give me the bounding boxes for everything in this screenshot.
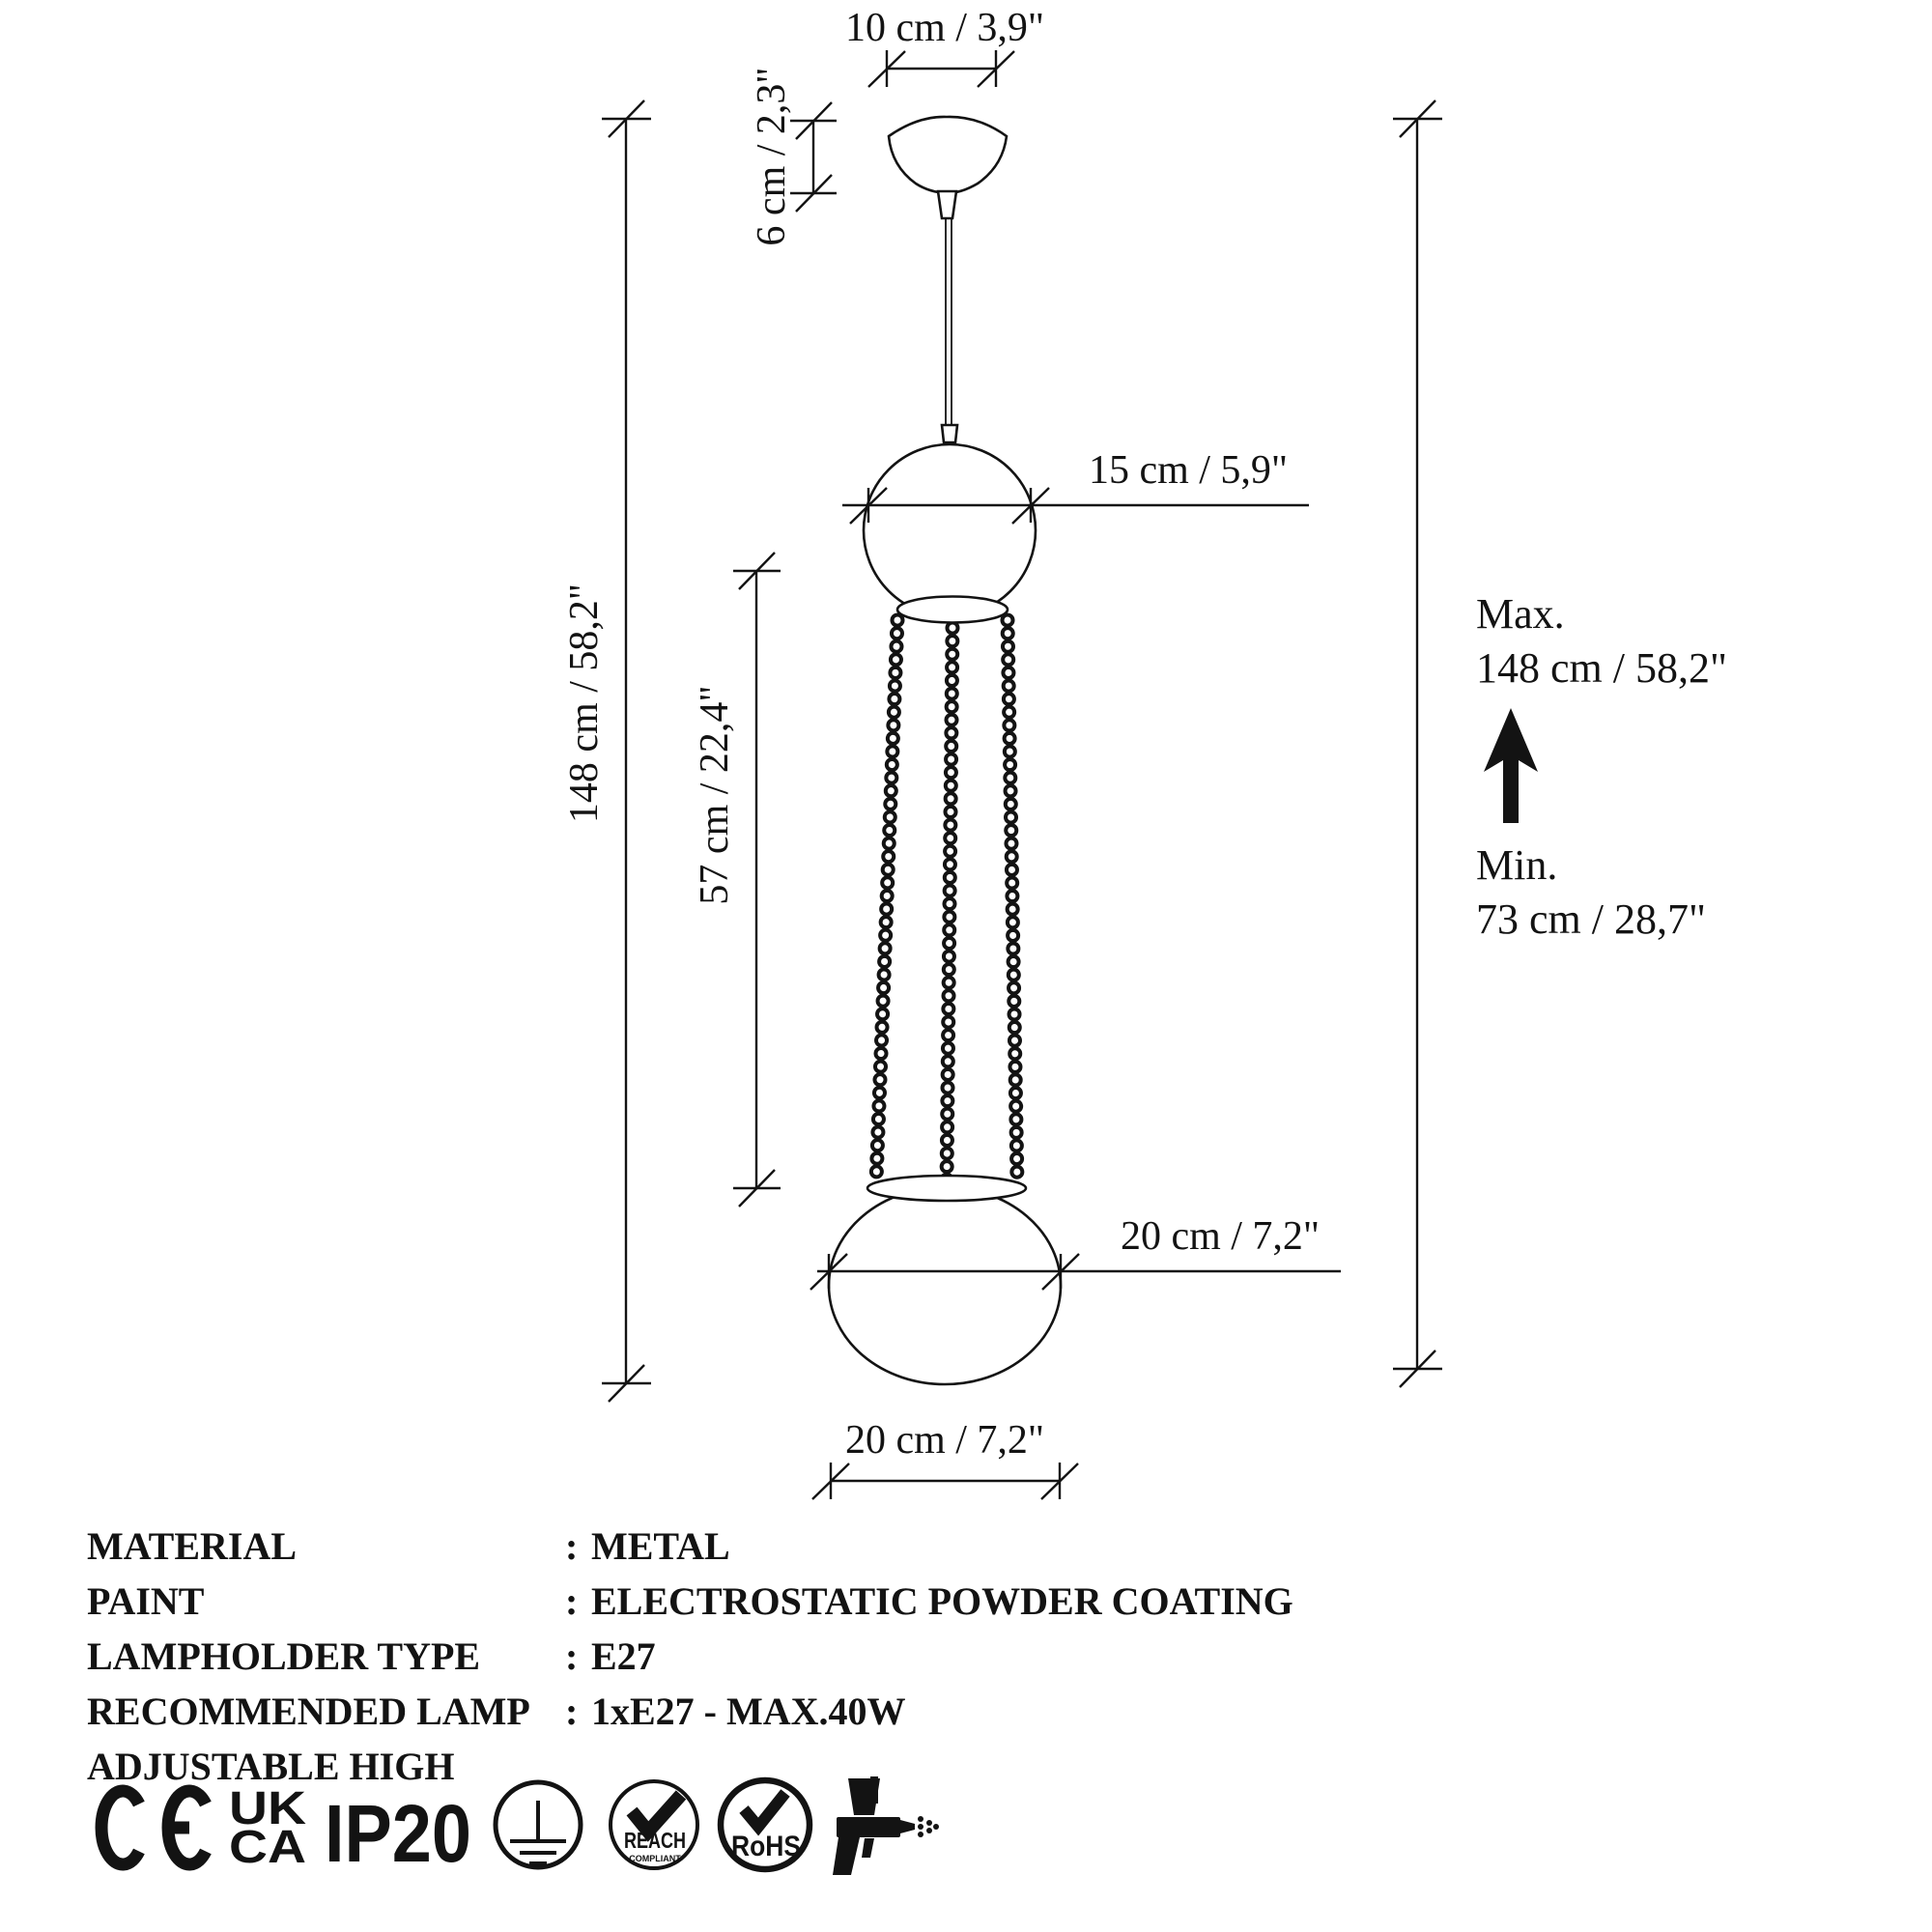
svg-text::: : <box>565 1579 579 1623</box>
svg-text:RECOMMENDED LAMP: RECOMMENDED LAMP <box>87 1690 530 1733</box>
svg-text:LAMPHOLDER TYPE: LAMPHOLDER TYPE <box>87 1634 481 1678</box>
svg-text:RoHS: RoHS <box>731 1831 801 1862</box>
dimension-canopy-width <box>845 6 1044 87</box>
upper-collar-ring <box>897 597 1008 623</box>
svg-text:REACH: REACH <box>624 1828 686 1853</box>
dimension-chain-length <box>693 553 781 1207</box>
dimension-total-height-left <box>562 100 651 1402</box>
spec-row-recommended-lamp <box>87 1690 906 1733</box>
chain-right <box>1008 620 1017 1181</box>
earth-ground-icon <box>496 1782 581 1867</box>
svg-text:ADJUSTABLE HIGH: ADJUSTABLE HIGH <box>87 1745 455 1788</box>
ceiling-canopy <box>889 117 1007 218</box>
svg-text::: : <box>565 1524 579 1568</box>
min-value: 73 cm / 28,7" <box>1476 895 1706 943</box>
max-label: Max. <box>1476 590 1565 638</box>
ce-mark-icon <box>101 1791 206 1864</box>
dimension-label-canopy-width: 10 cm / 3,9" <box>844 6 1045 50</box>
cord-nipple <box>942 425 957 442</box>
dimension-label-total-height: 148 cm / 58,2" <box>562 582 607 824</box>
svg-text:COMPLIANT: COMPLIANT <box>629 1854 681 1863</box>
svg-text:CA: CA <box>229 1822 306 1873</box>
svg-text::: : <box>565 1690 579 1733</box>
rohs-icon <box>721 1780 810 1869</box>
svg-text:UK: UK <box>229 1783 307 1834</box>
dimension-lower-sphere-width <box>812 1418 1078 1499</box>
certification-badges <box>101 1776 939 1879</box>
adjustable-height-annotation <box>1476 590 1727 943</box>
dimension-label-lower-diameter: 20 cm / 7,2" <box>1120 1214 1321 1259</box>
spec-row-adjustable-high <box>87 1745 454 1788</box>
dimension-label-canopy-height: 6 cm / 2,3" <box>750 67 794 246</box>
spray-gun-icon <box>833 1776 939 1875</box>
lower-sphere <box>829 1176 1061 1384</box>
chain-left <box>876 620 897 1181</box>
svg-text:ELECTROSTATIC POWDER COATING: ELECTROSTATIC POWDER COATING <box>591 1579 1293 1623</box>
svg-text:METAL: METAL <box>591 1524 730 1568</box>
svg-text:MATERIAL: MATERIAL <box>87 1524 298 1568</box>
svg-text:1xE27 - MAX.40W: 1xE27 - MAX.40W <box>591 1690 906 1733</box>
dimension-total-height-right <box>1393 100 1442 1387</box>
reach-compliant-icon <box>611 1781 697 1868</box>
dimension-label-lower-width: 20 cm / 7,2" <box>844 1418 1045 1463</box>
chain-center <box>947 628 952 1181</box>
suspension-chains <box>876 620 1017 1181</box>
svg-text:E27: E27 <box>591 1634 656 1678</box>
min-label: Min. <box>1476 841 1558 889</box>
max-value: 148 cm / 58,2" <box>1476 644 1727 692</box>
ip20-rating: IP20 <box>325 1788 471 1879</box>
dimension-label-upper-diameter: 15 cm / 5,9" <box>1088 448 1289 493</box>
spec-row-lampholder <box>87 1634 656 1678</box>
lower-collar-ring <box>867 1176 1026 1201</box>
upper-sphere <box>864 425 1036 616</box>
spec-row-paint <box>87 1579 1293 1623</box>
ukca-mark-icon <box>229 1783 306 1873</box>
cord-grip <box>938 191 956 218</box>
arrow-up-icon <box>1484 708 1538 823</box>
svg-text:PAINT: PAINT <box>87 1579 205 1623</box>
power-cord <box>946 218 952 426</box>
spec-table <box>87 1524 1293 1788</box>
dimension-label-chain-length: 57 cm / 22,4" <box>693 685 737 905</box>
dimension-canopy-height <box>750 67 837 245</box>
spec-row-material <box>87 1524 730 1568</box>
svg-text::: : <box>565 1634 579 1678</box>
